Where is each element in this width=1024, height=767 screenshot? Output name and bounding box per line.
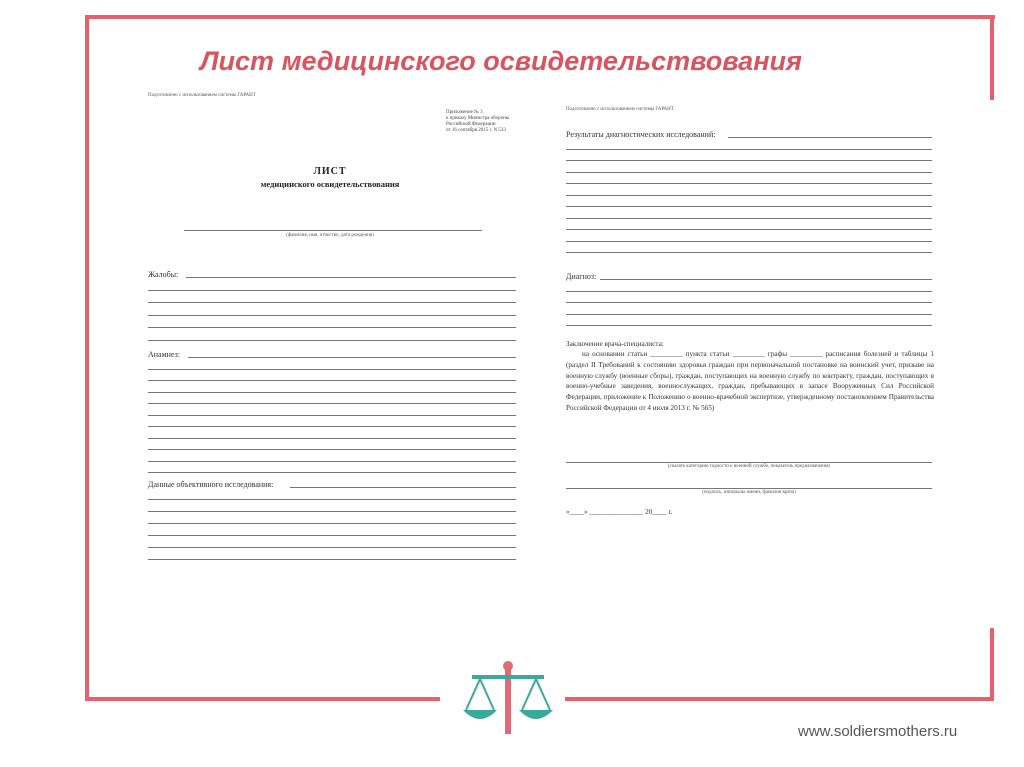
document-subtitle: медицинского освидетельствования (260, 179, 400, 189)
diagnostics-label: Результаты диагностических исследований: (566, 130, 716, 139)
form-line (566, 206, 932, 207)
approval-line: от 16 сентября 2015 г. N 533 (446, 128, 506, 133)
form-line (566, 291, 932, 292)
approval-line: Российской Федерации (446, 122, 496, 127)
logo-left-pan (463, 710, 497, 719)
logo-beam (472, 675, 544, 679)
name-line (184, 230, 482, 231)
form-line (148, 392, 516, 393)
website-link[interactable]: www.soldiersmothers.ru (798, 723, 958, 740)
form-line (148, 523, 516, 524)
frame-bottom-border-left (85, 697, 440, 701)
slide-title: Лист медицинского освидетельствования (200, 46, 802, 76)
fitness-caption: (указать категорию годности к военной службе, показатель предназначения) (667, 464, 831, 469)
form-line (600, 279, 932, 280)
form-line (148, 535, 516, 536)
signature-line (566, 488, 932, 489)
frame-top-border (85, 15, 995, 19)
form-line (566, 172, 932, 173)
name-caption: (фамилия, имя, отчество, дата рождения) (286, 233, 374, 238)
form-line (148, 380, 516, 381)
form-line (566, 252, 932, 253)
document-title: ЛИСТ (313, 166, 347, 177)
scales-of-justice-icon (458, 658, 558, 738)
frame-right-border-top (990, 15, 994, 100)
form-line (148, 302, 516, 303)
form-line (290, 487, 516, 488)
form-page-right (548, 82, 948, 598)
conclusion-heading: Заключение врача-специалиста: (566, 340, 664, 348)
frame-right-border-bottom (990, 628, 994, 701)
objective-label: Данные объективного исследования: (148, 480, 274, 489)
form-line (566, 241, 932, 242)
form-line (566, 325, 932, 326)
frame-bottom-border-right (565, 697, 994, 701)
conclusion-text: на основании статьи _________ пункта статьи _________ графы _________ расписания болезней и таблицы 1 (раздел II Требований к состоянию здоровья граждан при первоначальной постановке на воинский учет, призыве на военную службу (военные сборы), граждан, поступающих на военную службу по контракту, граждан, поступающих в военно-учебные заведения, военнослужащих, граждан, пребывающих в запасе Вооруженных Сил Российской Федерации, приложение к Положению о военно-врачебной экспертизе, утвержденному постановлением Правительства Российской Федерации от 4 июля 2013 г. № 565) (566, 350, 934, 412)
prepared-note: Подготовлено с использованием системы ГАРАНТ (566, 107, 674, 112)
approval-line: к приказу Министра обороны (446, 116, 510, 121)
form-line (148, 499, 516, 500)
form-line (148, 511, 516, 512)
signature-caption: (подпись, инициалы имени, фамилия врача) (702, 490, 796, 495)
form-line (148, 547, 516, 548)
form-line (566, 195, 932, 196)
form-line (566, 149, 932, 150)
form-line (148, 315, 516, 316)
form-line (566, 314, 932, 315)
form-line (728, 137, 932, 138)
form-line (148, 426, 516, 427)
logo-left-chain (466, 679, 480, 710)
form-page-left (130, 82, 530, 598)
form-line (148, 415, 516, 416)
form-line (566, 160, 932, 161)
form-line (566, 229, 932, 230)
logo-top-knob (503, 661, 513, 671)
form-line (566, 218, 932, 219)
logo-left-chain (480, 679, 494, 710)
form-line (566, 183, 932, 184)
form-line (188, 357, 516, 358)
logo-right-pan (519, 710, 553, 719)
form-line (148, 327, 516, 328)
approval-block (446, 110, 509, 134)
frame-left-border (85, 15, 89, 701)
form-line (148, 449, 516, 450)
form-line (148, 403, 516, 404)
form-line (148, 340, 516, 341)
form-line (148, 472, 516, 473)
diagnosis-label: Диагноз: (566, 272, 597, 281)
form-line (566, 302, 932, 303)
form-line (148, 461, 516, 462)
form-line (148, 290, 516, 291)
logo-right-chain (522, 679, 536, 710)
prepared-note: Подготовлено с использованием системы ГАРАНТ (148, 93, 256, 98)
form-line (148, 369, 516, 370)
date-field: «____» _______________ 20____ г. (566, 508, 673, 516)
form-line (148, 438, 516, 439)
form-line (186, 277, 516, 278)
logo-right-chain (536, 679, 550, 710)
form-line (148, 559, 516, 560)
complaints-label: Жалобы: (148, 270, 179, 279)
approval-line: Приложение № 3 (446, 110, 483, 115)
anamnesis-label: Анамнез: (148, 350, 180, 359)
fitness-line (566, 462, 932, 463)
